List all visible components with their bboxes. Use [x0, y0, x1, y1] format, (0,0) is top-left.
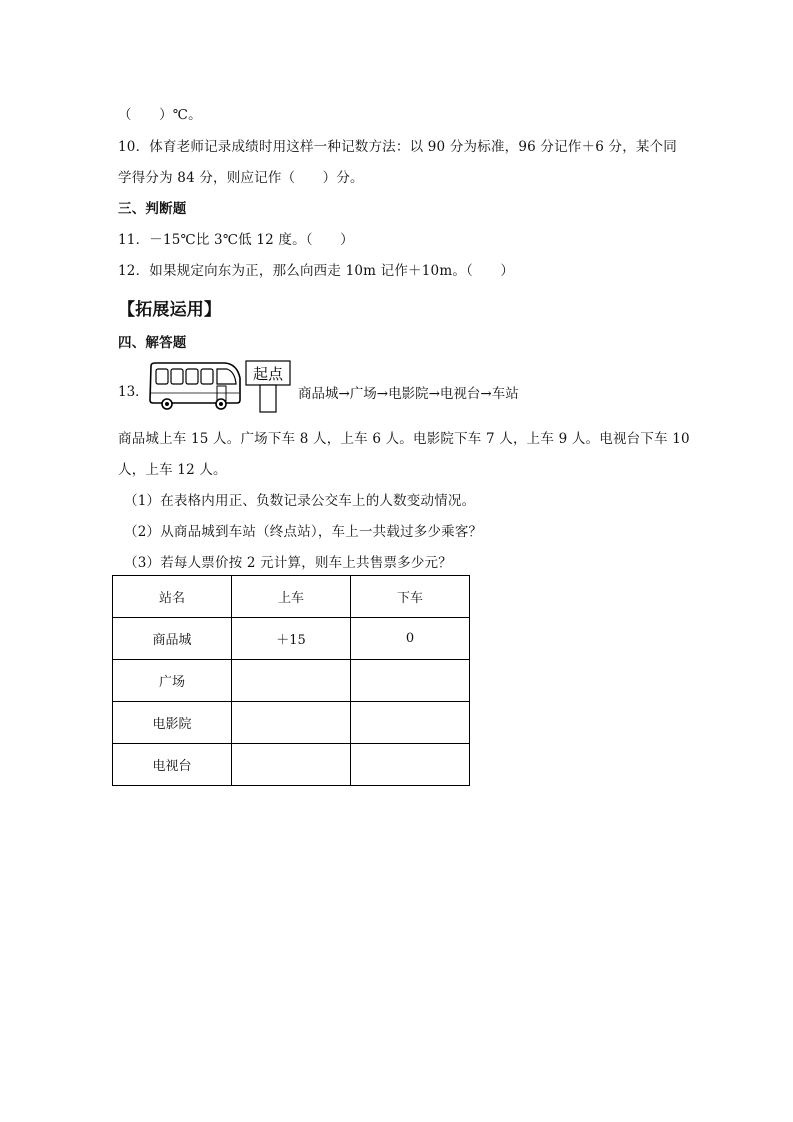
- table-cell: ＋15: [232, 618, 351, 660]
- question-13-part-1: （1）在表格内用正、负数记录公交车上的人数变动情况。: [124, 493, 476, 509]
- table-cell: 0: [351, 618, 470, 660]
- table-cell: 商品城: [113, 618, 232, 660]
- table-header-cell: 站名: [113, 576, 232, 618]
- table-row: [113, 618, 470, 660]
- question-13-part-2: （2）从商品城到车站（终点站），车上一共载过多少乘客？: [124, 524, 483, 540]
- question-13-number: 13．: [118, 384, 149, 400]
- bus-icon: [147, 360, 243, 412]
- table-cell: 电视台: [113, 744, 232, 786]
- answer-table: [112, 575, 470, 786]
- question-10-line-1: 10．体育老师记录成绩时用这样一种记数方法：以 90 分为标准，96 分记作＋6 分，某个同: [118, 139, 677, 155]
- section-4-heading: 四、解答题: [118, 335, 187, 351]
- table-header-cell: 下车: [351, 576, 470, 618]
- table-cell: [351, 660, 470, 702]
- extension-heading: 【拓展运用】: [118, 300, 222, 320]
- question-11: 11．－15℃比 3℃低 12 度。（ ）: [118, 232, 354, 248]
- table-header-row: [113, 576, 470, 618]
- table-cell: [351, 702, 470, 744]
- table-cell: 广场: [113, 660, 232, 702]
- question-10-line-2: 学得分为 84 分，则应记作（ ）分。: [118, 170, 364, 186]
- section-3-heading: 三、判断题: [118, 201, 187, 217]
- route-text: 商品城→广场→电影院→电视台→车站: [298, 386, 519, 402]
- question-13-line-1: 商品城上车 15 人。广场下车 8 人，上车 6 人。电影院下车 7 人，上车 9 人。电视台下车 10: [118, 431, 690, 447]
- table-cell: [351, 744, 470, 786]
- table-cell: [232, 660, 351, 702]
- question-13-line-2: 人，上车 12 人。: [118, 462, 227, 478]
- table-row: [113, 702, 470, 744]
- table-cell: 电影院: [113, 702, 232, 744]
- table-header-cell: 上车: [232, 576, 351, 618]
- question-12: 12．如果规定向东为正，那么向西走 10m 记作＋10m。（ ）: [118, 263, 515, 279]
- table-row: [113, 660, 470, 702]
- table-cell: [232, 702, 351, 744]
- start-sign-icon: [245, 360, 293, 414]
- blank-celsius-line: （ ）℃。: [118, 107, 202, 123]
- start-sign-text: 起点: [252, 365, 284, 383]
- table-cell: [232, 744, 351, 786]
- question-13-part-3: （3）若每人票价按 2 元计算，则车上共售票多少元？: [124, 555, 452, 571]
- table-row: [113, 744, 470, 786]
